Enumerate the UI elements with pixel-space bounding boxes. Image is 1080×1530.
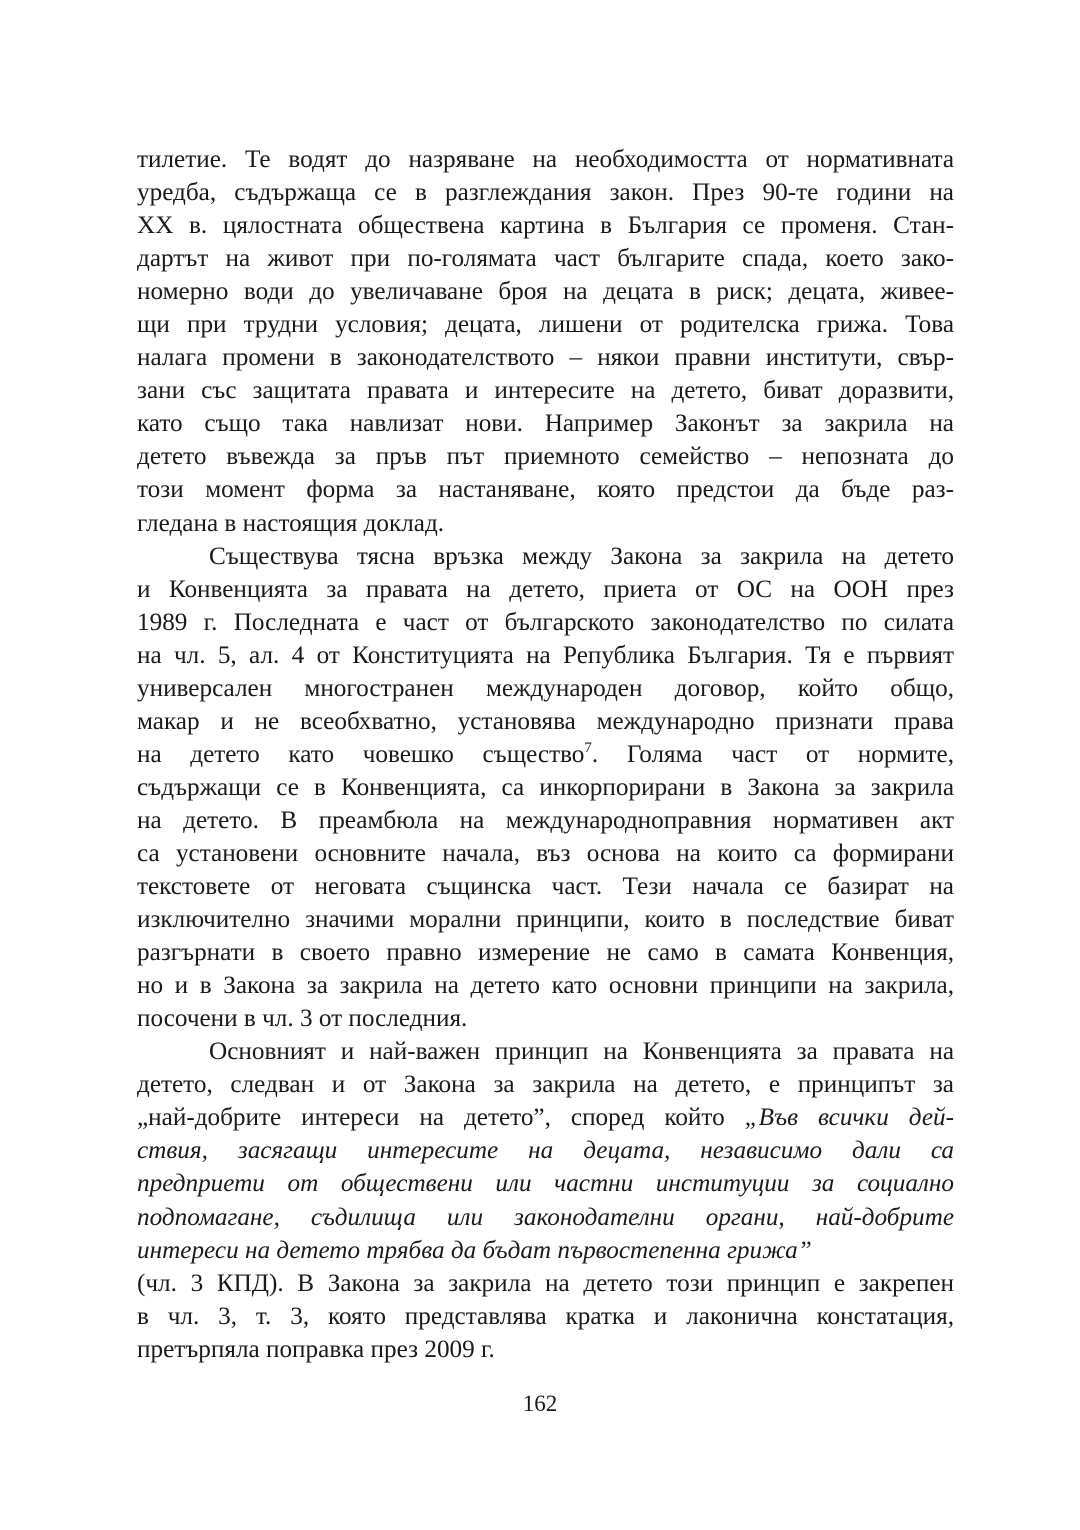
text-line: но и в Закона за закрила на детето като основни принципи на закрила, xyxy=(137,972,954,1000)
quote-line: ствия, засягащи интересите на децата, независимо дали са xyxy=(137,1137,954,1165)
text-line xyxy=(137,1101,954,1134)
page-number: 162 xyxy=(522,1391,558,1416)
text-line: детето въвежда за пръв път приемното семейство – непозната до xyxy=(137,443,954,471)
paragraph-3 xyxy=(137,1035,954,1365)
text-line: универсален многостранен международен договор, който общо, xyxy=(137,674,954,702)
text-line: зани със защитата правата и интересите на детето, биват доразвити, xyxy=(137,377,954,405)
body-text xyxy=(137,143,954,1366)
text-line: щи при трудни условия; децата, лишени от родителска грижа. Това xyxy=(137,311,954,339)
text-line: в чл. 3, т. 3, която представлява кратка и лаконична констатация, xyxy=(137,1302,954,1330)
text-line: (чл. 3 КПД). В Закона за закрила на детето този принцип е закрепен xyxy=(137,1269,954,1297)
footnote-ref[interactable]: 7 xyxy=(584,739,592,756)
text-line: XX в. цялостната обществена картина в България се променя. Стан- xyxy=(137,212,954,240)
text-line: уредба, съдържаща се в разглеждания закон. През 90-те години на xyxy=(137,179,954,207)
text-line: номерно води до увеличаване броя на децата в риск; децата, живее- xyxy=(137,278,954,306)
text-line: изключително значими морални принципи, които в последствие биват xyxy=(137,906,954,934)
text-line: посочени в чл. 3 от последния. xyxy=(137,1005,468,1033)
text-line: Съществува тясна връзка между Закона за закрила на детето xyxy=(209,542,954,570)
text-segment: „най-добрите интереси на детето”, според който xyxy=(137,1104,745,1132)
text-line: претърпяла поправка през 2009 г. xyxy=(137,1335,495,1363)
text-line: този момент форма за настаняване, която предстои да бъде раз- xyxy=(137,476,954,504)
text-line: 1989 г. Последната е част от българското законодателство по силата xyxy=(137,608,954,636)
text-line: тилетие. Те водят до назряване на необходимостта от нормативната xyxy=(137,146,954,173)
text-line: и Конвенцията за правата на детето, приета от ОС на ООН през xyxy=(137,575,954,603)
text-line: налага промени в законодателството – някои правни институти, свър- xyxy=(137,344,954,372)
text-line: Основният и най-важен принцип на Конвенцията за правата на xyxy=(209,1038,954,1066)
text-segment: на детето като човешко същество xyxy=(137,740,585,768)
text-line: гледана в настоящия доклад. xyxy=(137,509,445,537)
quote-text: „Във всички дей- xyxy=(744,1104,954,1132)
quote-line: интереси на детето трябва да бъдат първостепенна грижа” xyxy=(137,1236,812,1264)
text-line: на чл. 5, ал. 4 от Конституцията на Република България. Тя е първият xyxy=(137,641,954,669)
text-line: дартът на живот при по-голямата част българите спада, което зако- xyxy=(137,245,954,273)
text-line: текстовете от неговата същинска част. Тези начала се базират на xyxy=(137,873,954,901)
text-line: детето, следван и от Закона за закрила на детето, е принципът за xyxy=(137,1071,954,1099)
quote-line: предприети от обществени или частни институции за социално xyxy=(137,1170,954,1198)
paragraph-1 xyxy=(137,143,954,540)
text-line: съдържащи се в Конвенцията, са инкорпорирани в Закона за закрила xyxy=(137,773,954,801)
text-line: макар и не всеобхватно, установява международно признати права xyxy=(137,707,954,735)
text-line: са установени основните начала, въз основа на които са формирани xyxy=(137,839,954,867)
paragraph-2 xyxy=(137,540,954,1036)
text-line xyxy=(137,738,954,771)
text-line: като също така навлизат нови. Например Законът за закрила на xyxy=(137,410,954,438)
quote-line: подпомагане, съдилища или законодателни органи, най-добрите xyxy=(137,1203,954,1231)
text-line: разгърнати в своето правно измерение не само в самата Конвенция, xyxy=(137,939,954,967)
text-segment: . Голяма част от нормите, xyxy=(591,740,954,768)
text-line: на детето. В преамбюла на международноправния нормативен акт xyxy=(137,806,954,834)
